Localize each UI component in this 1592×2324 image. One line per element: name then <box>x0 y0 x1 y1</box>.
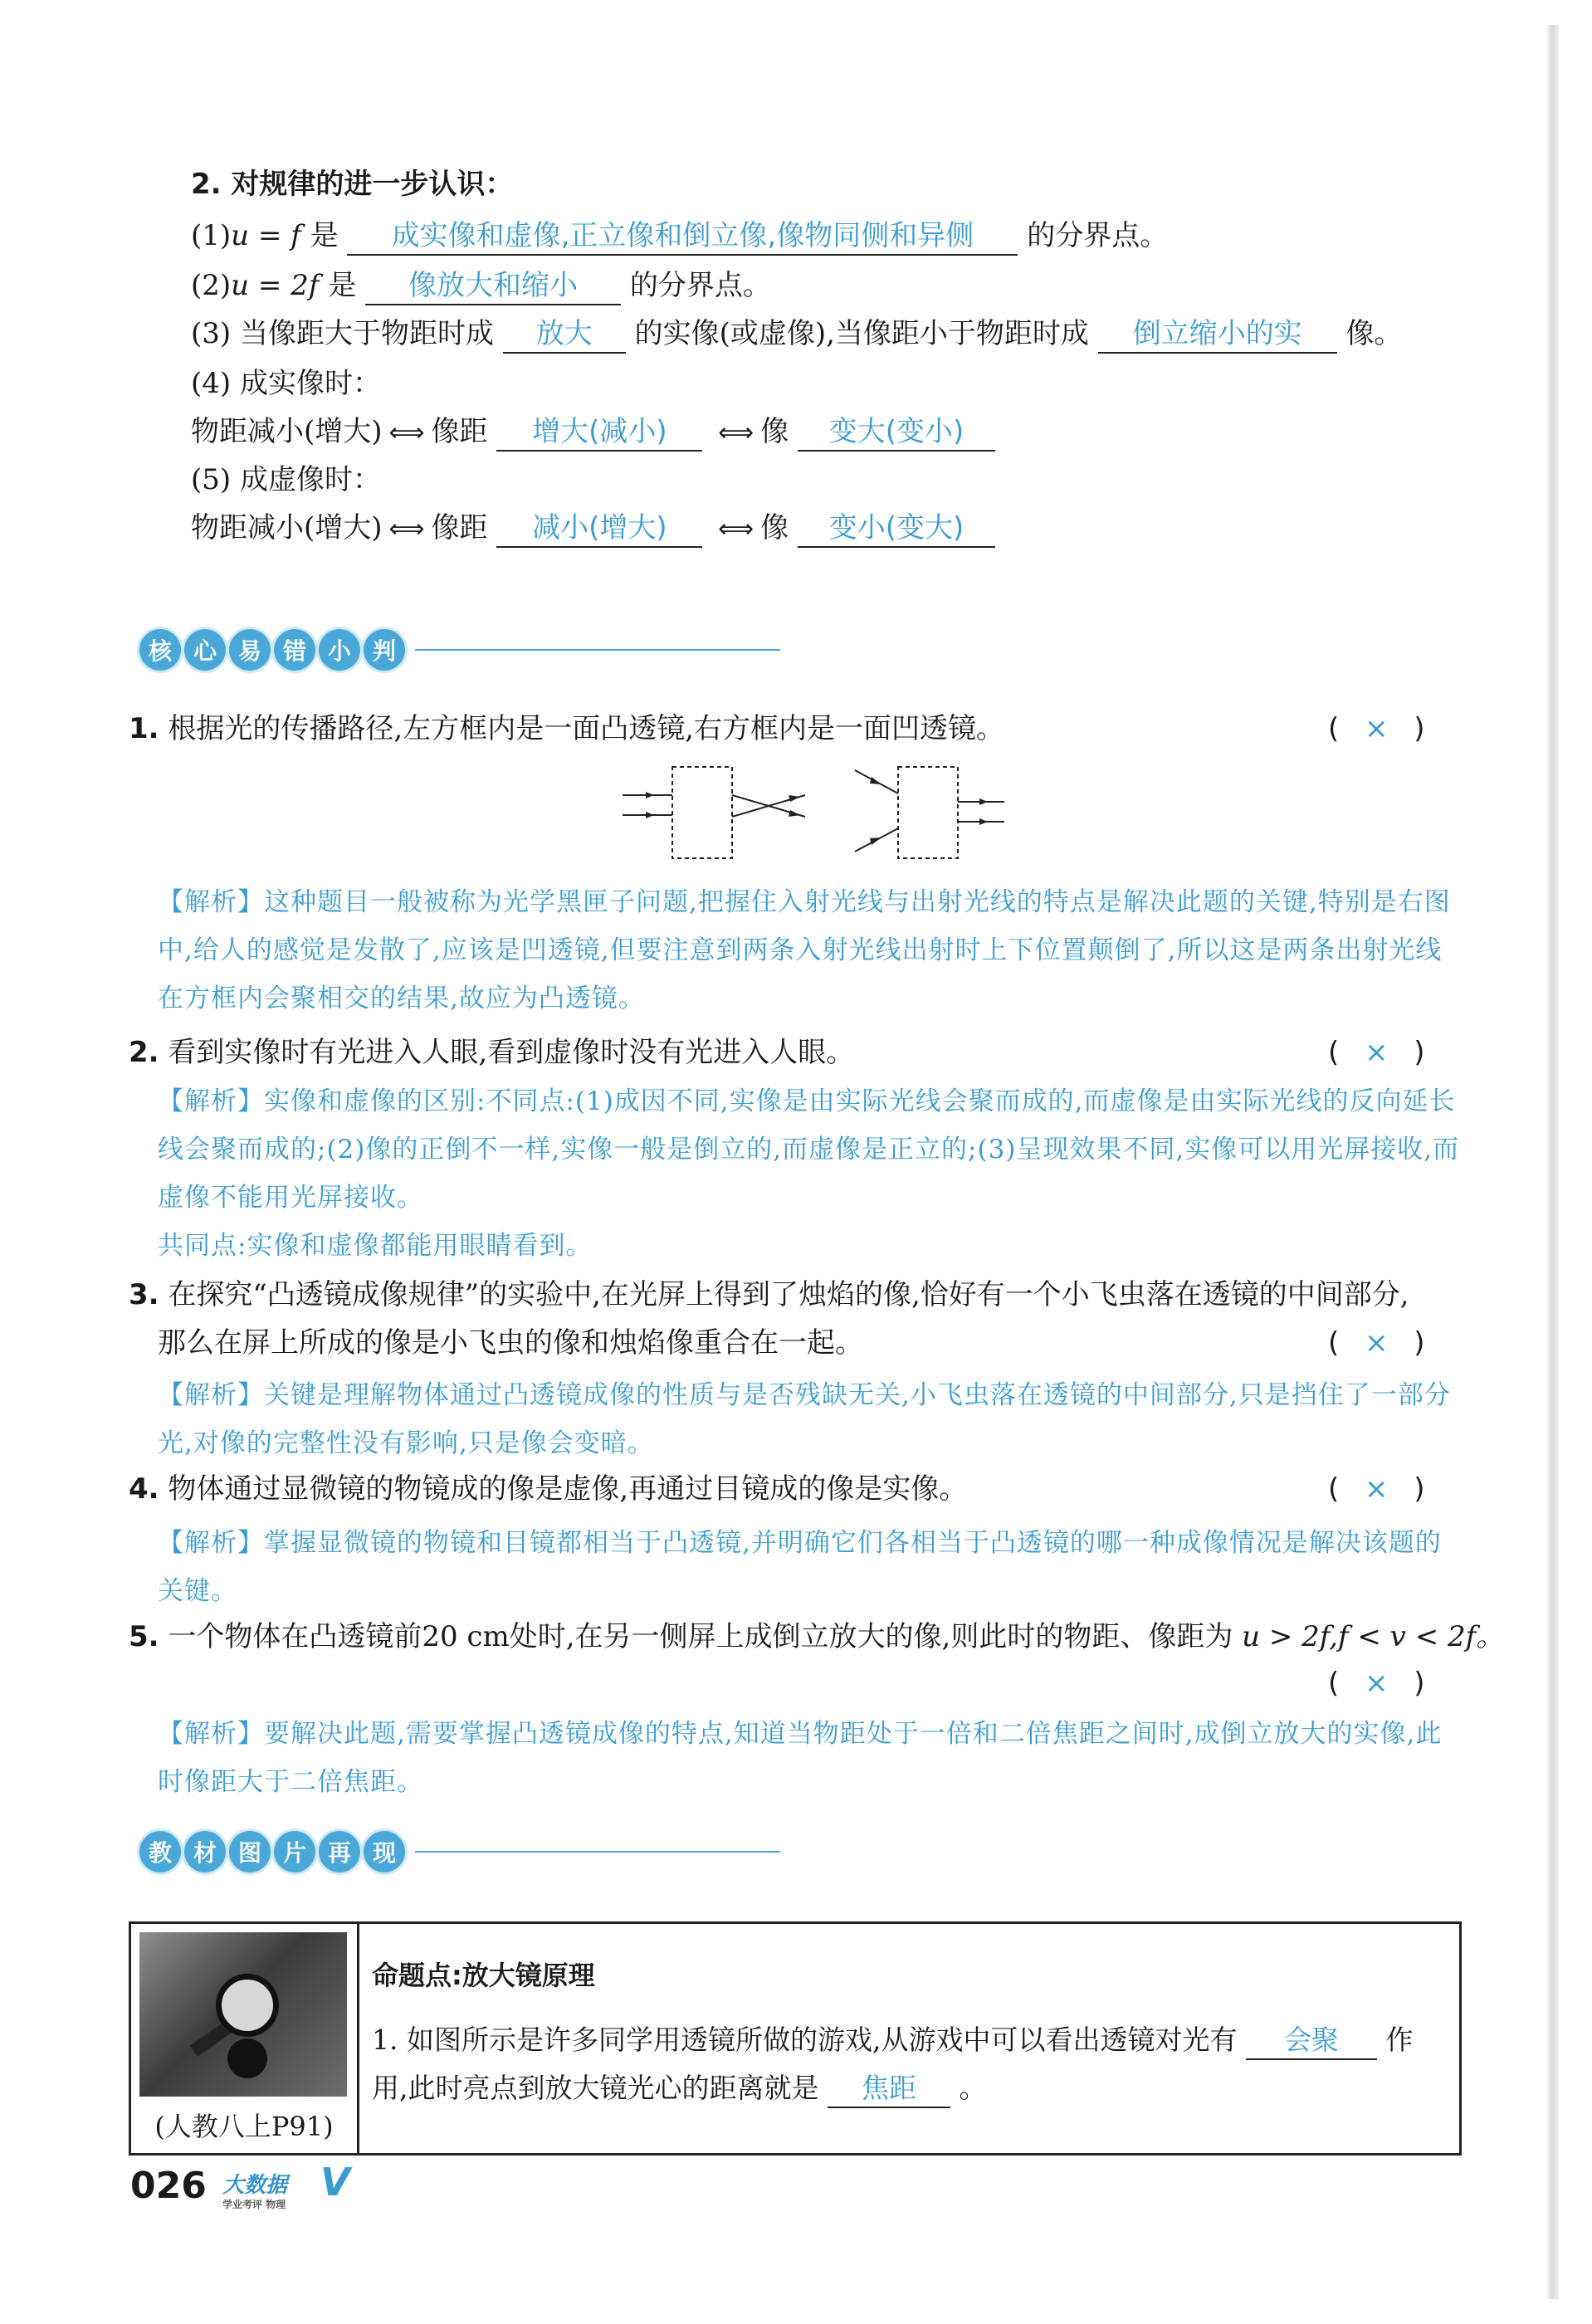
analysis-1: 【解析】这种题目一般被称为光学黑匣子问题,把握住入射光线与出射光线的特点是解决此题的关键,特别是右图中,给人的感觉是发散了,应该是凹透镜,但要注意到两条入射光线出射时上下位置颠倒了,所以这是两条出射光线在方框内会聚相交的结果,故应为凸透镜。 <box>158 887 1451 1013</box>
answer-mark-5: ( × ) <box>1328 1667 1425 1700</box>
magnifier-photo <box>139 1932 347 2097</box>
rule-line-4: (4) 成实像时： <box>191 367 381 400</box>
rule-line-2: (2)u = 2f 是 像放大和缩小 的分界点。 <box>191 267 771 305</box>
answer-blank: 变小(变大) <box>798 510 995 548</box>
banner-char: 易 <box>229 629 271 671</box>
question-4: 4. 物体通过显微镜的物镜成的像是虚像,再通过目镜成的像是实像。 <box>129 1472 968 1506</box>
banner-char: 片 <box>274 1831 315 1872</box>
answer-blank: 成实像和虚像,正立像和倒立像,像物同侧和异侧 <box>347 217 1018 256</box>
section-banner-textbook-figures <box>139 1823 780 1881</box>
banner-char: 现 <box>364 1831 405 1872</box>
page-number: 026 <box>130 2165 207 2207</box>
question-1: 1. 根据光的传播路径,左方框内是一面凸透镜,右方框内是一面凹透镜。 <box>129 712 1005 745</box>
banner-char: 图 <box>229 1831 271 1872</box>
topic-label: 命题点:放大镜原理 <box>372 1960 595 1991</box>
rule-line-6: (5) 成虚像时： <box>191 463 381 496</box>
analysis-3: 【解析】关键是理解物体通过凸透镜成像的性质与是否残缺无关,小飞虫落在透镜的中间部分,只是挡住了一部分光,对像的完整性没有影响,只是像会变暗。 <box>158 1380 1451 1458</box>
banner-rule <box>415 649 780 651</box>
magnifier-lens-icon <box>216 1974 279 2037</box>
figure-question-line2: 用,此时亮点到放大镜光心的距离就是 焦距 。 <box>372 2070 987 2108</box>
page-edge-shadow <box>1546 25 1559 2299</box>
banner-rule <box>415 1851 780 1853</box>
light-spot <box>227 2038 267 2078</box>
question-3: 3. 在探究“凸透镜成像规律”的实验中,在光屏上得到了烛焰的像,恰好有一个小飞虫落在透镜的中间部分, <box>129 1278 1409 1311</box>
answer-blank: 焦距 <box>828 2070 950 2108</box>
section-banner-core-mistakes <box>139 621 780 679</box>
banner-char: 小 <box>319 629 360 671</box>
banner-char: 材 <box>184 1831 226 1872</box>
answer-mark-3: ( × ) <box>1328 1326 1425 1360</box>
question-2: 2. 看到实像时有光进入人眼,看到虚像时没有光进入人眼。 <box>129 1036 855 1069</box>
blackbox-diagram <box>614 762 1013 863</box>
answer-blank: 放大 <box>503 315 626 354</box>
banner-char: 心 <box>184 629 226 671</box>
rule-line-5: 物距减小(增大) ⟺ 像距 增大(减小) ⟺ 像 变大(变小) <box>191 413 995 452</box>
analysis-5: 【解析】要解决此题,需要掌握凸透镜成像的特点,知道当物距处于一倍和二倍焦距之间时,成倒立放大的实像,此时像距大于二倍焦距。 <box>158 1719 1443 1797</box>
banner-char: 再 <box>319 1831 360 1872</box>
analysis-2: 【解析】实像和虚像的区别:不同点:(1)成因不同,实像是由实际光线会聚而成的,而虚像是由实际光线的反向延长线会聚而成的;(2)像的正倒不一样,实像一般是倒立的,而虚像是正立的;(3)呈现效果不同,实像可以用光屏接收,而虚像不能用光屏接收。 <box>158 1086 1460 1213</box>
answer-blank: 倒立缩小的实 <box>1098 315 1337 354</box>
question-3-line2: 那么在屏上所成的像是小飞虫的像和烛焰像重合在一起。 <box>158 1326 863 1360</box>
double-arrow-icon: ⟺ <box>388 418 425 447</box>
answer-blank: 增大(减小) <box>496 413 702 452</box>
answer-mark-1: ( × ) <box>1328 712 1425 745</box>
textbook-figure-box <box>129 1921 1462 2156</box>
rule-line-3: (3) 当像距大于物距时成 放大 的实像(或虚像),当像距小于物距时成 倒立缩小的实 像。 <box>191 315 1403 354</box>
banner-char: 核 <box>139 629 181 671</box>
box-divider <box>357 1924 359 2153</box>
rule-line-7: 物距减小(增大) ⟺ 像距 减小(增大) ⟺ 像 变小(变大) <box>191 510 995 548</box>
rule-line-1: (1)u = f 是 成实像和虚像,正立像和倒立像,像物同侧和异侧 的分界点。 <box>191 217 1168 256</box>
answer-mark-4: ( × ) <box>1328 1472 1425 1506</box>
double-arrow-icon: ⟺ <box>718 515 754 544</box>
analysis-4: 【解析】掌握显微镜的物镜和目镜都相当于凸透镜,并明确它们各相当于凸透镜的哪一种成像情况是解决该题的关键。 <box>158 1528 1442 1606</box>
double-arrow-icon: ⟺ <box>388 515 425 544</box>
banner-char: 判 <box>364 629 405 671</box>
question-5: 5. 一个物体在凸透镜前20 cm处时,在另一侧屏上成倒立放大的像,则此时的物距、像距为 u > 2f,f < v < 2f。 <box>129 1620 1505 1653</box>
banner-char: 教 <box>139 1831 181 1872</box>
section-heading: 2. 对规律的进一步认识： <box>191 168 514 201</box>
figure-question-line1: 1. 如图所示是许多同学用透镜所做的游戏,从游戏中可以看出透镜对光有 会聚 作 <box>372 2022 1413 2060</box>
answer-blank: 像放大和缩小 <box>365 267 621 305</box>
answer-blank: 会聚 <box>1246 2022 1377 2060</box>
banner-char: 错 <box>274 629 315 671</box>
figure-caption: (人教八上P91) <box>154 2111 334 2142</box>
analysis-2-extra: 共同点:实像和虚像都能用眼睛看到。 <box>158 1231 593 1261</box>
answer-blank: 变大(变小) <box>798 413 995 452</box>
brand-logo: 大数据 学业考评 物理 V <box>222 2160 350 2210</box>
double-arrow-icon: ⟺ <box>718 418 754 447</box>
answer-mark-2: ( × ) <box>1328 1036 1425 1069</box>
answer-blank: 减小(增大) <box>496 510 702 548</box>
